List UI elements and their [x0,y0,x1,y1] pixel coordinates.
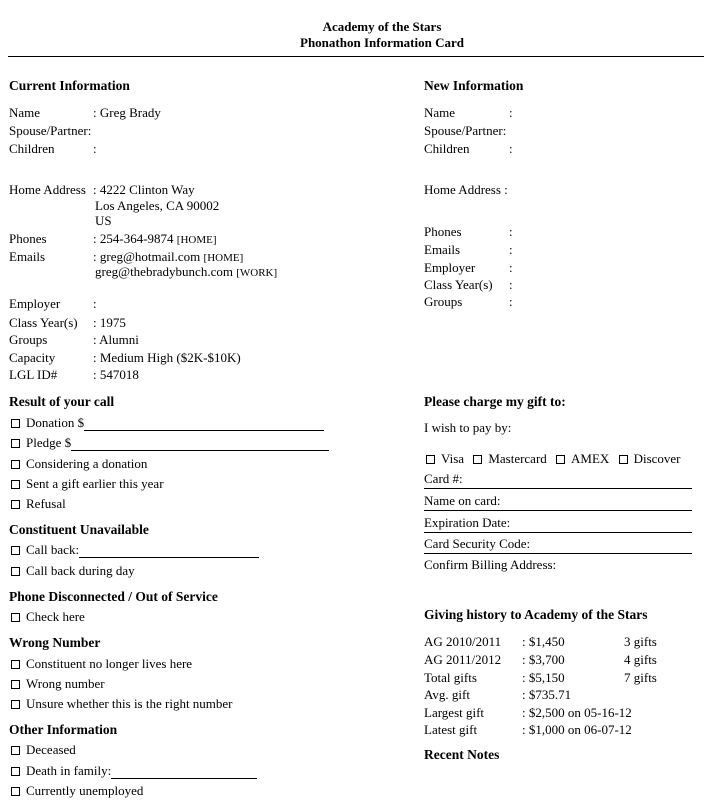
current-email2-address: greg@thebradybunch.com [95,264,233,279]
current-email2-tag: [WORK] [236,267,278,279]
current-phone-number: : 254-364-9874 [93,231,174,246]
name-on-card-field[interactable] [424,493,692,511]
no-longer-lives-option[interactable] [11,656,192,672]
current-name-value: : Greg Brady [93,105,161,120]
current-email1 [93,249,243,265]
refusal-checkbox[interactable] [11,500,20,509]
new-spouse-label: Spouse/Partner: [424,123,507,138]
current-emails-label: Emails [9,249,46,264]
visa-label: Visa [441,451,465,466]
pledge-label: Pledge $ [26,435,72,450]
history-row-value: : $1,450 [522,634,565,649]
current-home-label: Home Address [9,182,86,197]
current-classyear-value: : 1975 [93,315,126,330]
current-phone-value [93,231,217,247]
deceased-label: Deceased [26,742,76,757]
donation-option[interactable] [11,415,324,431]
current-phones-label: Phones [9,231,47,246]
callback-checkbox[interactable] [11,546,20,555]
history-row-value: : $1,000 on 06-07-12 [522,722,632,737]
disconnected-checkbox[interactable] [11,613,20,622]
new-phones-label: Phones [424,224,462,239]
new-classyear-label: Class Year(s) [424,277,493,292]
history-row-value: : $3,700 [522,652,565,667]
current-classyear-label: Class Year(s) [9,315,78,330]
result-heading: Result of your call [9,394,115,409]
pledge-checkbox[interactable] [11,439,20,448]
current-groups-value: : Alumni [93,332,139,347]
unsure-checkbox[interactable] [11,700,20,709]
callback-day-checkbox[interactable] [11,567,20,576]
current-children-label: Children [9,141,55,156]
discover-label: Discover [633,451,681,466]
wrong-number-option[interactable] [11,676,105,692]
card-number-label: Card #: [424,471,463,486]
refusal-label: Refusal [26,496,66,511]
callback-day-label: Call back during day [26,563,135,578]
deceased-option[interactable] [11,742,76,758]
current-capacity-label: Capacity [9,350,56,365]
current-address-line1: : 4222 Clinton Way [93,182,195,197]
current-lgl-value: : 547018 [93,367,139,382]
history-row-count: 3 gifts [624,634,657,649]
card-title: Academy of the Stars [322,19,442,34]
pay-by-label: I wish to pay by: [424,420,512,435]
donation-amount-line[interactable] [84,419,324,431]
expiration-field[interactable] [424,515,692,533]
wrong-number-heading: Wrong Number [9,635,101,650]
charge-heading: Please charge my gift to: [424,394,566,409]
history-row-label: Total gifts [424,670,477,685]
current-address-line2: Los Angeles, CA 90002 [95,198,220,213]
current-phone-tag: [HOME] [176,234,217,246]
unemployed-label: Currently unemployed [26,783,144,798]
death-in-family-option[interactable] [11,763,257,779]
new-children-colon: : [509,141,513,156]
donation-label: Donation $ [26,415,85,430]
disconnected-label: Check here [26,609,85,624]
current-name-label: Name [9,105,41,120]
considering-label: Considering a donation [26,456,148,471]
unsure-label: Unsure whether this is the right number [26,696,233,711]
new-home-label: Home Address : [424,182,508,197]
unsure-option[interactable] [11,696,233,712]
no-longer-lives-label: Constituent no longer lives here [26,656,193,671]
current-email1-address: : greg@hotmail.com [93,249,201,264]
pledge-amount-line[interactable] [71,439,329,451]
history-row-label: AG 2011/2012 [424,652,502,667]
unemployed-checkbox[interactable] [11,787,20,796]
disconnected-heading: Phone Disconnected / Out of Service [9,589,218,604]
billing-address-label: Confirm Billing Address: [424,557,557,572]
death-in-family-line[interactable] [111,767,257,779]
death-in-family-label: Death in family: [26,763,112,778]
new-emails-label: Emails [424,242,461,257]
refusal-option[interactable] [11,496,66,512]
history-row-value: : $2,500 on 05-16-12 [522,705,632,720]
current-email2 [95,264,277,280]
unavailable-heading: Constituent Unavailable [9,522,149,537]
current-capacity-value: : Medium High ($2K-$10K) [93,350,241,365]
callback-label: Call back: [26,542,80,557]
amex-checkbox[interactable] [556,455,565,464]
donation-checkbox[interactable] [11,419,20,428]
amex-label: AMEX [571,451,610,466]
security-code-field[interactable] [424,536,692,554]
header-divider [8,56,704,57]
sent-gift-option[interactable] [11,476,164,492]
recent-notes-heading: Recent Notes [424,747,500,762]
card-type-row [426,451,681,467]
mastercard-label: Mastercard [488,451,547,466]
current-employer-label: Employer [9,296,61,311]
current-children-colon: : [93,141,97,156]
history-row-label: Avg. gift [424,687,470,702]
visa-checkbox[interactable] [426,455,435,464]
history-heading: Giving history to Academy of the Stars [424,607,648,622]
expiration-label: Expiration Date: [424,515,511,530]
name-on-card-label: Name on card: [424,493,501,508]
card-number-field[interactable] [424,471,692,489]
new-info-heading: New Information [424,78,524,93]
wrong-number-label: Wrong number [26,676,105,691]
mastercard-checkbox[interactable] [473,455,482,464]
current-email1-tag: [HOME] [203,252,244,264]
new-employer-colon: : [509,260,513,275]
card-subtitle: Phonathon Information Card [300,35,464,50]
security-code-label: Card Security Code: [424,536,531,551]
new-employer-label: Employer [424,260,476,275]
current-spouse-label: Spouse/Partner: [9,123,92,138]
history-row-count: 7 gifts [624,670,657,685]
new-children-label: Children [424,141,470,156]
new-name-label: Name [424,105,456,120]
history-row-label: Latest gift [424,722,478,737]
current-info-heading: Current Information [9,78,130,93]
current-address-line3: US [95,213,112,228]
new-classyear-colon: : [509,277,513,292]
discover-checkbox[interactable] [619,455,628,464]
new-groups-label: Groups [424,294,463,309]
callback-line[interactable] [79,546,259,558]
current-lgl-label: LGL ID# [9,367,58,382]
new-phones-colon: : [509,224,513,239]
new-groups-colon: : [509,294,513,309]
new-emails-colon: : [509,242,513,257]
sent-gift-checkbox[interactable] [11,480,20,489]
history-row-label: AG 2010/2011 [424,634,502,649]
history-row-label: Largest gift [424,705,485,720]
new-name-colon: : [509,105,513,120]
callback-option[interactable] [11,542,259,558]
wrong-number-checkbox[interactable] [11,680,20,689]
history-row-value: : $5,150 [522,670,565,685]
deceased-checkbox[interactable] [11,746,20,755]
considering-checkbox[interactable] [11,460,20,469]
unemployed-option[interactable] [11,783,143,799]
current-employer-colon: : [93,296,97,311]
history-row-count: 4 gifts [624,652,657,667]
considering-option[interactable] [11,456,147,472]
disconnected-option[interactable] [11,609,85,625]
no-longer-lives-checkbox[interactable] [11,660,20,669]
callback-day-option[interactable] [11,563,135,579]
pledge-option[interactable] [11,435,329,451]
history-row-value: : $735.71 [522,687,572,702]
death-in-family-checkbox[interactable] [11,767,20,776]
other-info-heading: Other Information [9,722,118,737]
sent-gift-label: Sent a gift earlier this year [26,476,164,491]
current-groups-label: Groups [9,332,48,347]
